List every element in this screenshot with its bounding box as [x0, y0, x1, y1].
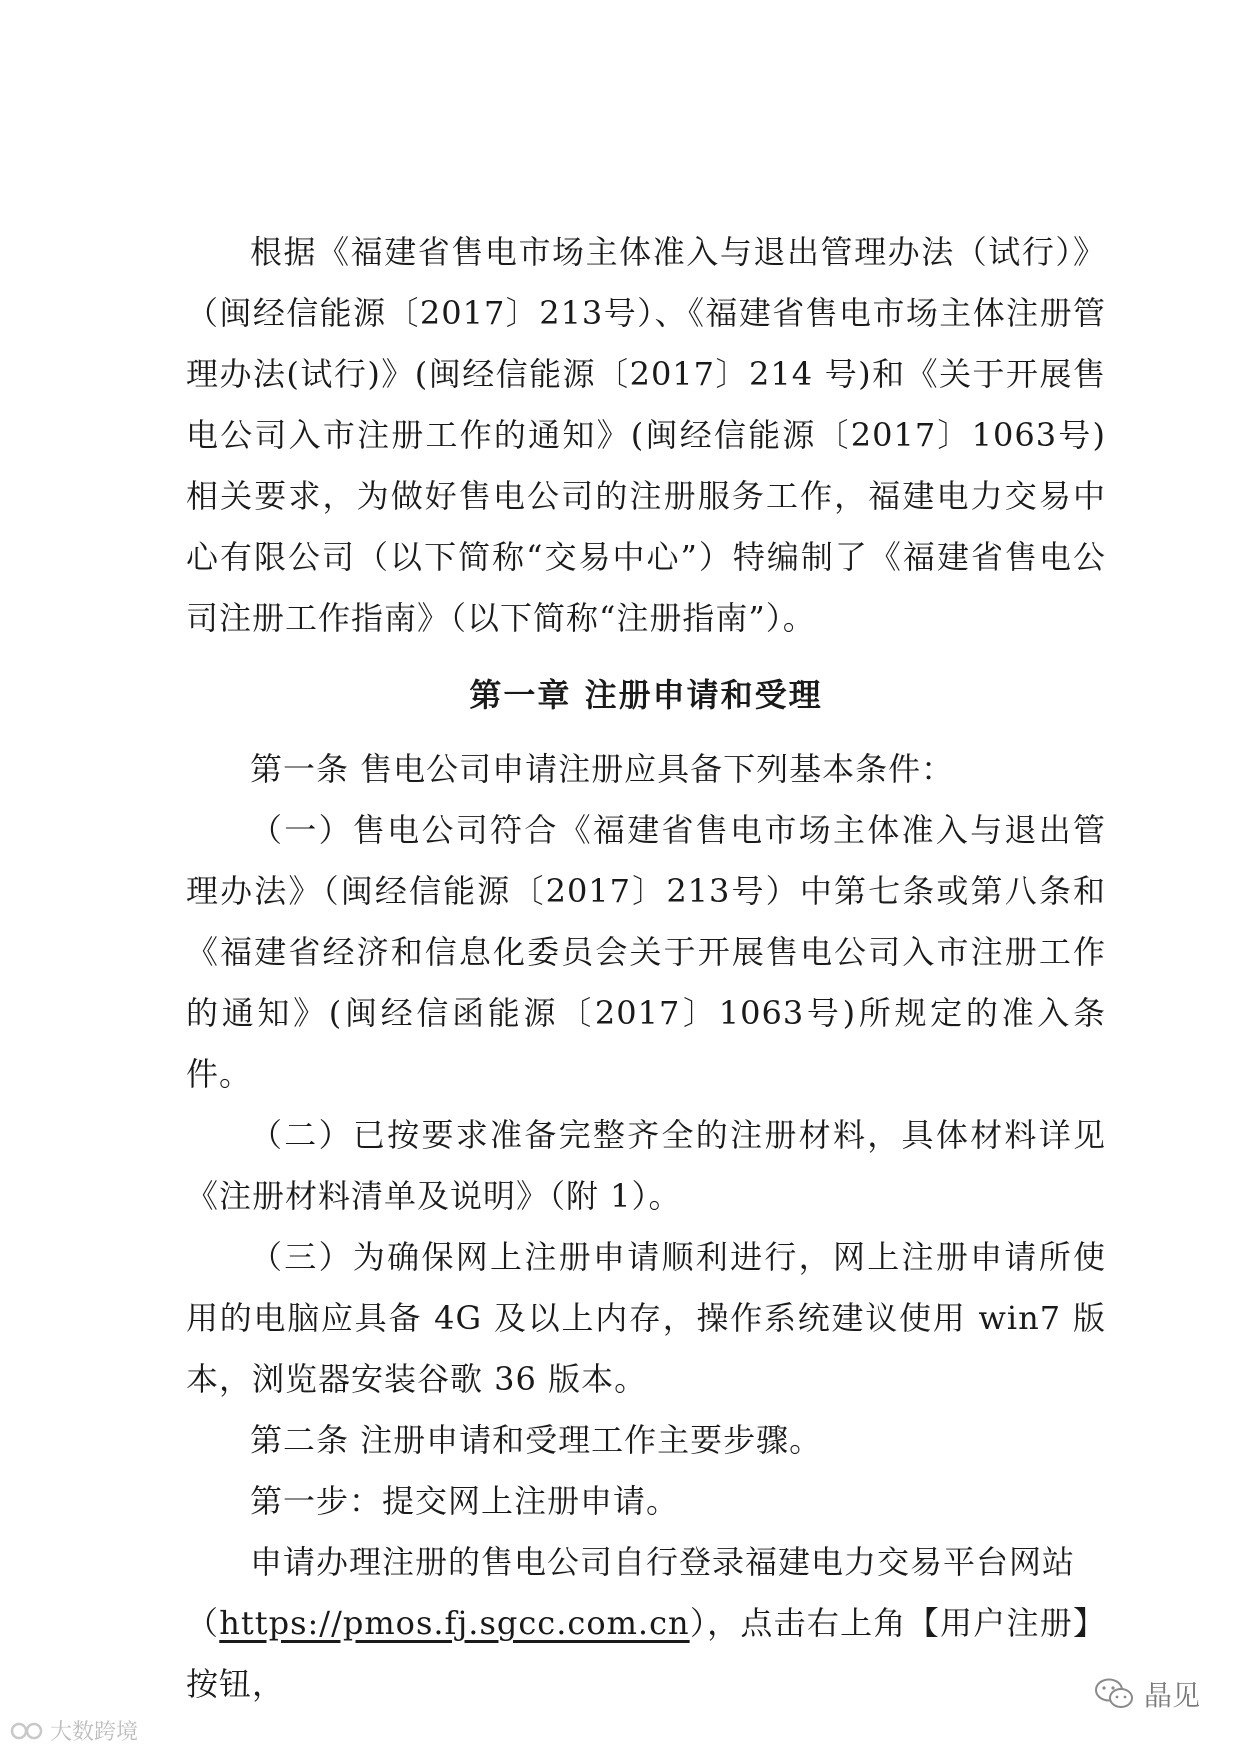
- document-body: [186, 222, 1106, 1715]
- article-2: 第二条 注册申请和受理工作主要步骤。: [250, 1421, 823, 1459]
- watermark-left: [10, 1715, 138, 1746]
- article-1: 第一条 售电公司申请注册应具备下列基本条件：: [250, 750, 955, 788]
- watermark-right: [1094, 1674, 1200, 1714]
- intro-paragraph: 根据《福建省售电市场主体准入与退出管理办法（试行）》（闽经信能源〔2017〕213号）、《福建省售电市场主体注册管理办法(试行)》(闽经信能源〔2017〕214 号)和《关于开展售电公司入市注册工作的通知》(闽经信能源〔2017〕1063号)相关要求，为做好售电公司的注册服务工作，福建电力交易中心有限公司（以下简称“交易中心”）特编制了《福建省售电公司注册工作指南》（以下简称“注册指南”）。: [186, 233, 1106, 637]
- brand-logo-icon: [10, 1718, 44, 1744]
- article-1-item-3: （三）为确保网上注册申请顺利进行，网上注册申请所使用的电脑应具备 4G 及以上内存，操作系统建议使用 win7 版本，浏览器安装谷歌 36 版本。: [186, 1238, 1106, 1398]
- platform-url-link[interactable]: https://pmos.fj.sgcc.com.cn: [219, 1604, 690, 1642]
- step-1: 第一步：提交网上注册申请。: [250, 1482, 680, 1520]
- article-1-item-2: （二）已按要求准备完整齐全的注册材料，具体材料详见《注册材料清单及说明》（附 1）。: [186, 1116, 1106, 1215]
- watermark-left-text: 大数跨境: [50, 1720, 139, 1745]
- url-open-paren: （: [186, 1604, 220, 1642]
- url-trailing-text: ），点击右上角【用户注册】按钮，: [186, 1604, 1106, 1703]
- wechat-icon: [1094, 1677, 1134, 1711]
- chapter-title: 第一章 注册申请和受理: [469, 676, 823, 714]
- article-1-item-1: （一）售电公司符合《福建省售电市场主体准入与退出管理办法》（闽经信能源〔2017〕213号）中第七条或第八条和《福建省经济和信息化委员会关于开展售电公司入市注册工作的通知》(闽经信函能源〔2017〕1063号)所规定的准入条件。: [186, 811, 1106, 1093]
- url-line: [186, 1593, 1106, 1715]
- apply-paragraph: 申请办理注册的售电公司自行登录福建电力交易平台网站: [250, 1543, 1076, 1581]
- watermark-right-text: 晶见: [1143, 1679, 1200, 1712]
